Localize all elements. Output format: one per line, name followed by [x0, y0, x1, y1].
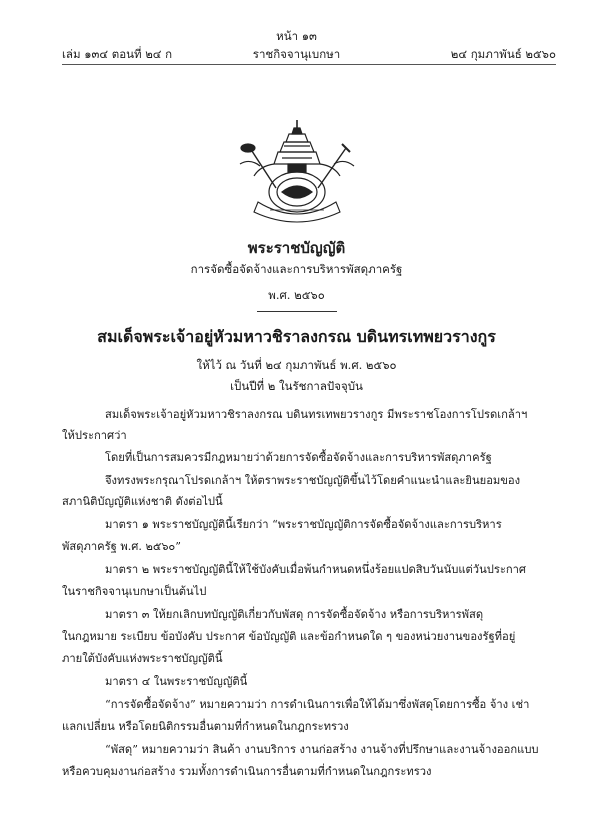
body-line: ในกฎหมาย ระเบียบ ข้อบังคับ ประกาศ ข้อบัญญัติ และข้อกำหนดใด ๆ ของหน่วยงานของรัฐที่อยู่ [62, 630, 516, 643]
body-line: พัสดุภาครัฐ พ.ศ. ๒๕๖๐” [62, 540, 181, 553]
act-year: พ.ศ. ๒๕๖๐ [268, 288, 325, 302]
body-line: “พัสดุ” หมายความว่า สินค้า งานบริการ งานก่อสร้าง งานจ้างที่ปรึกษาและงานจ้างออกแบบ [105, 743, 539, 756]
body-line: จึงทรงพระกรุณาโปรดเกล้าฯ ให้ตราพระราชบัญญัติขึ้นไว้โดยคำแนะนำและยินยอมของ [105, 474, 521, 487]
royal-seal-emblem [226, 118, 368, 226]
body-line: สมเด็จพระเจ้าอยู่หัวมหาวชิราลงกรณ บดินทรเทพยวรางกูร มีพระราชโองการโปรดเกล้าฯ [105, 408, 528, 421]
body-line: โดยที่เป็นการสมควรมีกฎหมายว่าด้วยการจัดซื้อจัดจ้างและการบริหารพัสดุภาครัฐ [105, 451, 492, 464]
act-subtitle: การจัดซื้อจัดจ้างและการบริหารพัสดุภาครัฐ [190, 262, 403, 276]
body-line: มาตรา ๒ พระราชบัญญัตินี้ให้ใช้บังคับเมื่อพ้นกำหนดหนึ่งร้อยแปดสิบวันนับแต่วันประกาศ [105, 563, 527, 576]
title-rule [257, 311, 337, 312]
king-name: สมเด็จพระเจ้าอยู่หัวมหาวชิราลงกรณ บดินทรเทพยวรางกูร [97, 327, 496, 346]
body-line: สภานิติบัญญัติแห่งชาติ ดังต่อไปนี้ [62, 495, 223, 508]
reign-year: เป็นปีที่ ๒ ในรัชกาลปัจจุบัน [230, 379, 363, 393]
gazette-name: ราชกิจจานุเบกษา [252, 47, 341, 61]
page-number: หน้า ๑๓ [276, 29, 317, 43]
body-line: หรือควบคุมงานก่อสร้าง รวมทั้งการดำเนินการอื่นตามที่กำหนดในกฎกระทรวง [62, 765, 432, 778]
body-line: มาตรา ๑ พระราชบัญญัตินี้เรียกว่า “พระราชบัญญัติการจัดซื้อจัดจ้างและการบริหาร [105, 518, 502, 531]
body-line: ภายใต้บังคับแห่งพระราชบัญญัตินี้ [62, 652, 223, 665]
body-line: “การจัดซื้อจัดจ้าง” หมายความว่า การดำเนินการเพื่อให้ได้มาซึ่งพัสดุโดยการซื้อ จ้าง เช่า [105, 698, 530, 711]
body-line: มาตรา ๓ ให้ยกเลิกบทบัญญัติเกี่ยวกับพัสดุ การจัดซื้อจัดจ้าง หรือการบริหารพัสดุ [105, 608, 484, 621]
act-title: พระราชบัญญัติ [247, 239, 346, 257]
body-line: ในราชกิจจานุเบกษาเป็นต้นไป [62, 585, 207, 598]
publication-date: ๒๔ กุมภาพันธ์ ๒๕๖๐ [450, 47, 556, 61]
given-date: ให้ไว้ ณ วันที่ ๒๔ กุมภาพันธ์ พ.ศ. ๒๕๖๐ [196, 358, 397, 372]
body-line: ให้ประกาศว่า [62, 429, 127, 442]
body-line: มาตรา ๔ ในพระราชบัญญัตินี้ [105, 675, 248, 688]
volume-issue: เล่ม ๑๓๔ ตอนที่ ๒๔ ก [62, 47, 173, 61]
header-rule [62, 64, 556, 65]
body-line: แลกเปลี่ยน หรือโดยนิติกรรมอื่นตามที่กำหนดในกฎกระทรวง [62, 720, 349, 733]
